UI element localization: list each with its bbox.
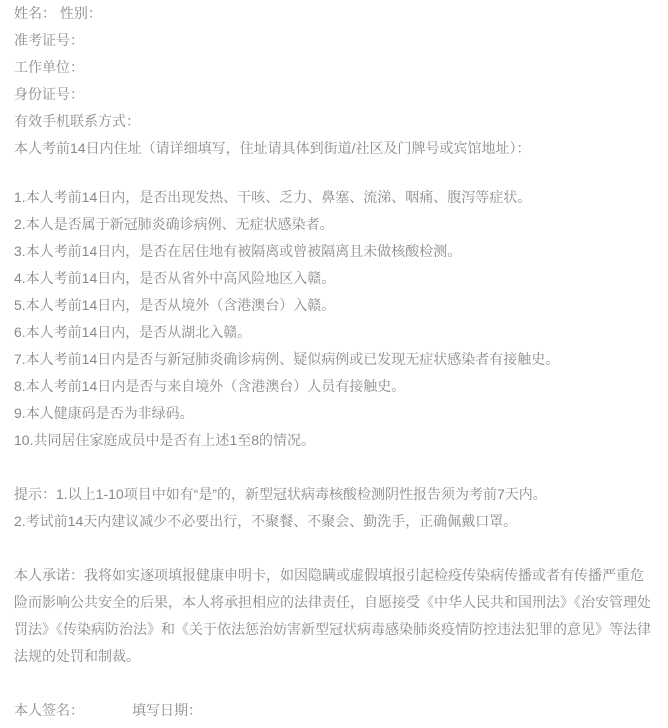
question-3: 3.本人考前14日内，是否在居住地有被隔离或曾被隔离且未做核酸检测。 bbox=[14, 243, 462, 259]
commitment-paragraph: 本人承诺：我将如实逐项填报健康申明卡，如因隐瞒或虚假填报引起检疫传染病传播或者有传播严重危险而影响公共安全的后果，本人将承担相应的法律责任，自愿接受《中华人民共和国刑法》《治安管理处罚法》《传染病防治法》和《关于依法惩治妨害新型冠状病毒感染肺炎疫情防控违法犯罪的意见》等法律法规的处罚和制裁。 bbox=[14, 567, 651, 664]
question-7: 7.本人考前14日内是否与新冠肺炎确诊病例、疑似病例或已发现无症状感染者有接触史。 bbox=[14, 351, 560, 367]
field-name-gender: 姓名： 性别： bbox=[14, 5, 102, 21]
spacer bbox=[14, 162, 654, 184]
field-work-unit: 工作单位： bbox=[14, 59, 84, 75]
field-address: 本人考前14日内住址（请详细填写，住址请具体到街道/社区及门牌号或宾馆地址）： bbox=[14, 140, 531, 156]
question-9: 9.本人健康码是否为非绿码。 bbox=[14, 405, 194, 421]
question-5: 5.本人考前14日内，是否从境外（含港澳台）入赣。 bbox=[14, 297, 336, 313]
spacer bbox=[14, 454, 654, 481]
question-4: 4.本人考前14日内，是否从省外中高风险地区入赣。 bbox=[14, 270, 336, 286]
question-10: 10.共同居住家庭成员中是否有上述1至8的情况。 bbox=[14, 432, 316, 448]
signature-label: 本人签名： bbox=[14, 702, 84, 718]
spacer bbox=[14, 670, 654, 697]
spacer bbox=[14, 535, 654, 562]
field-phone: 有效手机联系方式： bbox=[14, 113, 140, 129]
question-2: 2.本人是否属于新冠肺炎确诊病例、无症状感染者。 bbox=[14, 216, 334, 232]
fill-date-label: 填写日期： bbox=[132, 702, 202, 718]
tip-2: 2.考试前14天内建议减少不必要出行，不聚餐、不聚会、勤洗手，正确佩戴口罩。 bbox=[14, 513, 518, 529]
signature-line bbox=[14, 697, 654, 724]
question-6: 6.本人考前14日内，是否从湖北入赣。 bbox=[14, 324, 252, 340]
field-exam-id: 准考证号： bbox=[14, 32, 84, 48]
field-national-id: 身份证号： bbox=[14, 86, 84, 102]
question-8: 8.本人考前14日内是否与来自境外（含港澳台）人员有接触史。 bbox=[14, 378, 406, 394]
tip-1: 提示：1.以上1-10项目中如有“是”的，新型冠状病毒核酸检测阴性报告须为考前7天内。 bbox=[14, 486, 547, 502]
question-1: 1.本人考前14日内，是否出现发热、干咳、乏力、鼻塞、流涕、咽痛、腹泻等症状。 bbox=[14, 189, 532, 205]
